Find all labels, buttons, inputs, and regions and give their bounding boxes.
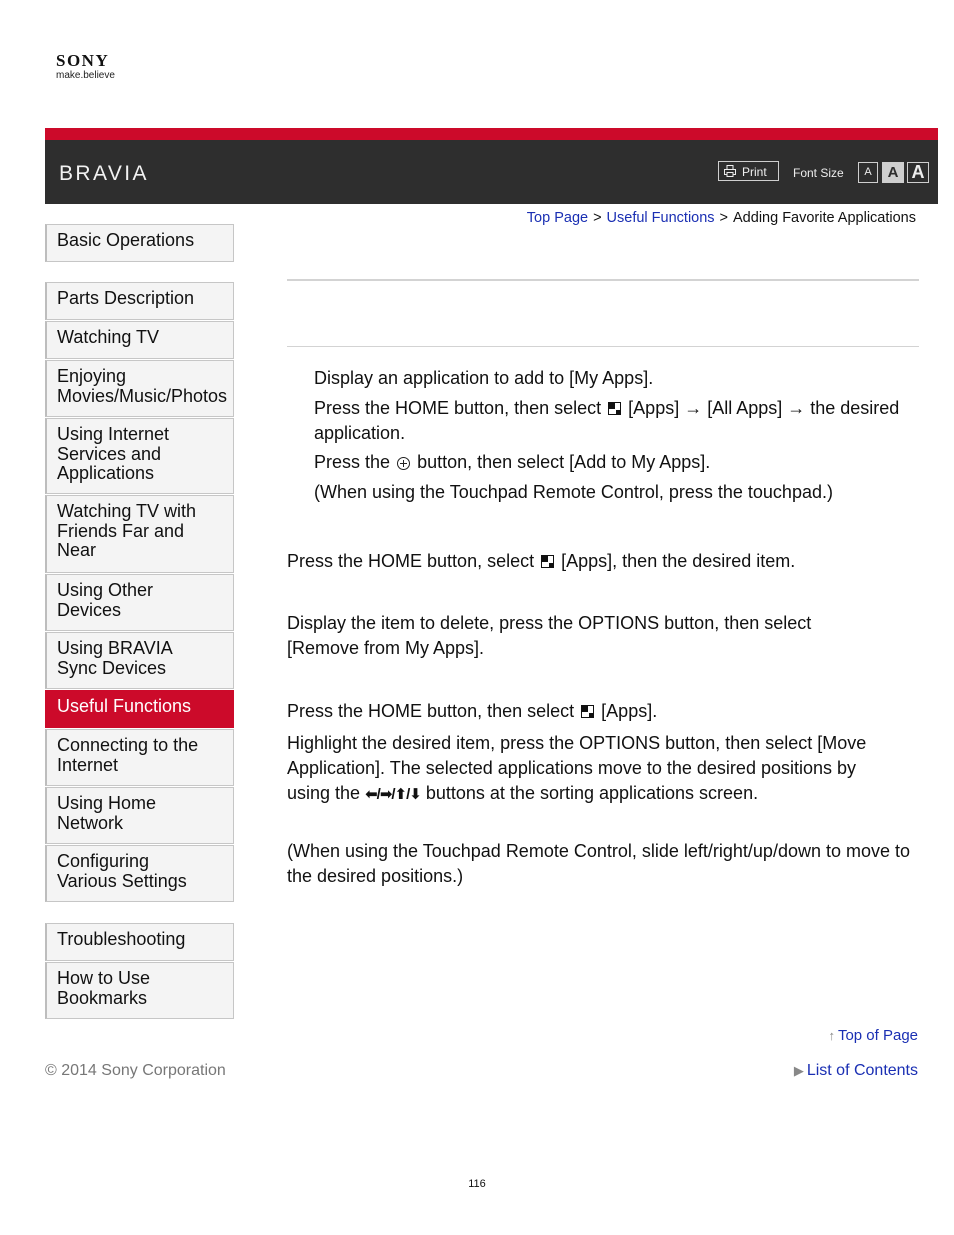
top-of-page-link[interactable] bbox=[828, 1027, 918, 1045]
print-button[interactable] bbox=[718, 161, 779, 181]
header-accent-stripe bbox=[45, 128, 938, 140]
enter-button-icon bbox=[397, 457, 410, 470]
breadcrumb bbox=[527, 209, 916, 227]
use-app-text bbox=[287, 549, 919, 574]
sidebar-item-troubleshooting[interactable]: Troubleshooting bbox=[45, 923, 234, 961]
list-of-contents-label[interactable]: List of Contents bbox=[806, 1062, 918, 1079]
breadcrumb-top-page[interactable]: Top Page bbox=[526, 210, 589, 226]
step-3-note: (When using the Touchpad Remote Control, press the touchpad.) bbox=[314, 482, 833, 502]
print-icon bbox=[724, 165, 736, 177]
page-number: 116 bbox=[468, 1178, 486, 1190]
sidebar-item-watching-with-friends[interactable]: Watching TV with Friends Far and Near bbox=[45, 495, 234, 573]
font-size-large-button[interactable]: A bbox=[907, 162, 929, 183]
sidebar-item-enjoying-media[interactable]: Enjoying Movies/Music/Photos bbox=[45, 360, 234, 417]
sony-logo bbox=[56, 52, 115, 82]
sidebar-item-parts-description[interactable]: Parts Description bbox=[45, 282, 234, 320]
step-2-text-b: [Apps] → [All Apps] → the desired application. bbox=[314, 398, 900, 443]
sidebar-item-configuring-settings[interactable]: Configuring Various Settings bbox=[45, 845, 234, 902]
title-divider bbox=[287, 279, 919, 281]
breadcrumb-current: Adding Favorite Applications bbox=[733, 210, 916, 226]
step-1-text: Display an application to add to [My Apps]. bbox=[314, 368, 654, 388]
sidebar-item-connecting-internet[interactable]: Connecting to the Internet bbox=[45, 729, 234, 786]
move-step-1-text bbox=[287, 699, 919, 724]
list-of-contents-link[interactable] bbox=[794, 1061, 918, 1080]
use-app-text-b: [Apps], then the desired item. bbox=[561, 551, 796, 571]
move-step-1-text-a: Press the HOME button, then select bbox=[287, 701, 575, 721]
use-app-text-a: Press the HOME button, select bbox=[287, 551, 535, 571]
section-divider bbox=[287, 346, 919, 347]
sidebar-item-basic-operations[interactable]: Basic Operations bbox=[45, 224, 234, 262]
sidebar-item-internet-services[interactable]: Using Internet Services and Applications bbox=[45, 418, 234, 494]
move-step-1-text-b: [Apps]. bbox=[601, 701, 658, 721]
move-step-2-text bbox=[287, 731, 887, 807]
sidebar-item-bravia-sync[interactable]: Using BRAVIA Sync Devices bbox=[45, 632, 234, 689]
move-step-2-text-a: Highlight the desired item, press the OPTIONS button, then select [Move Application]. The selected applications move to the desired positions by using the bbox=[287, 733, 867, 803]
sidebar-item-watching-tv[interactable]: Watching TV bbox=[45, 321, 234, 359]
direction-arrows-icon: ⬅/➡/⬆/⬇ bbox=[365, 786, 421, 803]
top-of-page-label[interactable]: Top of Page bbox=[837, 1027, 918, 1044]
step-2-text bbox=[314, 396, 919, 446]
step-3-text bbox=[314, 450, 919, 475]
apps-icon bbox=[608, 402, 621, 415]
apps-icon bbox=[581, 705, 594, 718]
remove-app-text: Display the item to delete, press the OPTIONS button, then select [Remove from My Apps]. bbox=[287, 613, 812, 658]
sidebar-item-bookmarks[interactable]: How to Use Bookmarks bbox=[45, 962, 234, 1019]
sidebar-item-useful-functions[interactable]: Useful Functions bbox=[45, 690, 234, 728]
breadcrumb-separator: > bbox=[719, 210, 729, 226]
breadcrumb-separator: > bbox=[593, 210, 602, 226]
bravia-logo: BRAVIA bbox=[59, 162, 149, 185]
font-size-medium-button[interactable]: A bbox=[882, 162, 904, 183]
sidebar-item-other-devices[interactable]: Using Other Devices bbox=[45, 574, 234, 631]
up-arrow-icon: ↑ bbox=[828, 1028, 835, 1043]
breadcrumb-useful-functions[interactable]: Useful Functions bbox=[606, 210, 715, 226]
step-2-text-a: Press the HOME button, then select bbox=[314, 398, 602, 418]
font-size-small-button[interactable]: A bbox=[858, 162, 878, 183]
print-label: Print bbox=[742, 165, 767, 179]
step-3-text-b: button, then select [Add to My Apps]. bbox=[417, 452, 711, 472]
sony-tagline: make.believe bbox=[56, 70, 115, 81]
right-triangle-icon: ▶ bbox=[793, 1063, 804, 1078]
move-step-2-text-b: buttons at the sorting applications screen. bbox=[425, 783, 759, 803]
move-note-text: (When using the Touchpad Remote Control, slide left/right/up/down to move to the desired positions.) bbox=[287, 841, 911, 886]
sidebar-item-home-network[interactable]: Using Home Network bbox=[45, 787, 234, 844]
apps-icon bbox=[541, 555, 554, 568]
step-3-text-a: Press the bbox=[314, 452, 391, 472]
font-size-label: Font Size bbox=[793, 166, 844, 180]
copyright: © 2014 Sony Corporation bbox=[45, 1062, 226, 1079]
sony-wordmark: SONY bbox=[56, 51, 110, 70]
